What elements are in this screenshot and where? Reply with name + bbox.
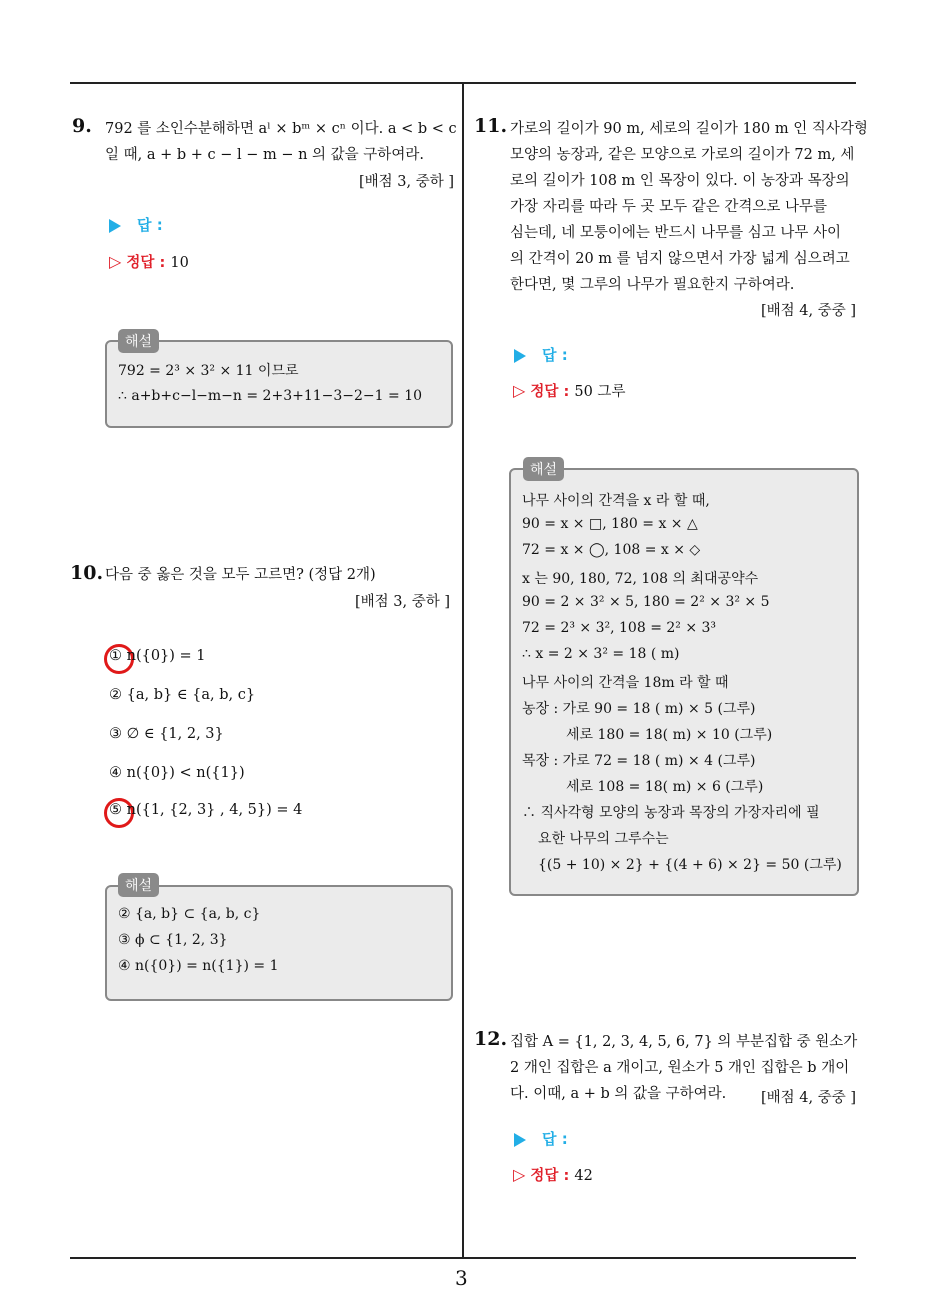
q11-line-6: 의 간격이 20 m 를 넘지 않으면서 가장 넓게 심으려고 [510, 251, 850, 267]
correct-label: 정답 : [530, 384, 570, 400]
q9-explain-box [105, 340, 453, 428]
answer-label: 답 : [542, 346, 568, 364]
q10-choice-4[interactable]: ④ n({0}) < n({1}) [109, 765, 245, 781]
q10-explain-line-1: ② {a, b} ⊂ {a, b, c} [118, 906, 261, 922]
q11-line-3: 로의 길이가 108 m 인 목장이 있다. 이 농장과 목장의 [510, 173, 850, 189]
q11-explain-line-11: 목장 : 가로 72 = 18 ( m) × 4 (그루) [522, 753, 756, 769]
q10-choice-2[interactable]: ② {a, b} ∈ {a, b, c} [109, 687, 256, 703]
q11-explain-line-7: ∴ x = 2 × 3² = 18 ( m) [522, 646, 680, 662]
q11-line-1: 가로의 길이가 90 m, 세로의 길이가 180 m 인 직사각형 [510, 121, 868, 137]
q11-explain-line-6: 72 = 2³ × 3², 108 = 2² × 3³ [522, 620, 717, 636]
q9-answer-row[interactable] [109, 214, 163, 235]
q11-explain-line-2: 90 = x × □, 180 = x × △ [522, 516, 698, 532]
q11-explain-line-9: 농장 : 가로 90 = 18 ( m) × 5 (그루) [522, 701, 756, 717]
q12-correct-row [513, 1164, 593, 1185]
q11-number: 11. [474, 115, 508, 137]
answer-triangle-icon [514, 1133, 526, 1147]
q10-choice-5[interactable]: ⑤ n({1, {2, 3} , 4, 5}) = 4 [109, 802, 303, 818]
q12-line-1: 집합 A = {1, 2, 3, 4, 5, 6, 7} 의 부분집합 중 원소가 [510, 1034, 858, 1050]
q12-score: [배점 4, 중중 ] [760, 1090, 856, 1106]
q9-explain-line-1: 792 = 2³ × 3² × 11 이므로 [118, 363, 299, 379]
answer-triangle-icon [514, 349, 526, 363]
answer-label: 답 : [542, 1130, 568, 1148]
q10-explain-line-2: ③ ϕ ⊂ {1, 2, 3} [118, 932, 228, 948]
page-number: 3 [455, 1266, 468, 1290]
q11-explain-line-15: {(5 + 10) × 2} + {(4 + 6) × 2} = 50 (그루) [538, 857, 842, 873]
q10-explain-line-3: ④ n({0}) = n({1}) = 1 [118, 958, 279, 974]
q9-score: [배점 3, 중하 ] [358, 174, 454, 190]
q11-explain-line-1: 나무 사이의 간격을 x 라 할 때, [522, 493, 710, 509]
column-divider [462, 83, 464, 1258]
q11-explain-tag: 해설 [523, 457, 564, 481]
q11-explain-line-10: 세로 180 = 18( m) × 10 (그루) [566, 727, 773, 743]
correct-label: 정답 : [530, 1168, 570, 1184]
q12-answer-row[interactable] [514, 1128, 568, 1149]
q9-correct-row [109, 251, 189, 272]
q10-choice-3[interactable]: ③ ∅ ∈ {1, 2, 3} [109, 726, 224, 742]
q11-explain-line-3: 72 = x × ◯, 108 = x × ◇ [522, 542, 701, 558]
q12-line-2: 2 개인 집합은 a 개이고, 원소가 5 개인 집합은 b 개이 [510, 1060, 850, 1076]
q9-line-1: 792 를 소인수분해하면 aˡ × bᵐ × cⁿ 이다. a < b < c [105, 121, 457, 137]
answer-triangle-icon [109, 219, 121, 233]
q11-answer-row[interactable] [514, 344, 568, 365]
q12-correct-value: 42 [574, 1168, 593, 1184]
correct-triangle-icon: ▷ [513, 381, 526, 400]
q10-choice-1[interactable]: ① n({0}) = 1 [109, 648, 206, 664]
q12-number: 12. [474, 1028, 508, 1050]
q10-line: 다음 중 옳은 것을 모두 고르면? (정답 2개) [105, 567, 376, 583]
q11-line-4: 가장 자리를 따라 두 곳 모두 같은 간격으로 나무를 [510, 199, 828, 215]
q11-explain-line-14: 요한 나무의 그루수는 [538, 831, 669, 847]
correct-label: 정답 : [126, 255, 166, 271]
q11-line-2: 모양의 농장과, 같은 모양으로 가로의 길이가 72 m, 세 [510, 147, 855, 163]
q9-number: 9. [72, 115, 92, 137]
correct-triangle-icon: ▷ [109, 252, 122, 271]
q11-explain-line-4: x 는 90, 180, 72, 108 의 최대공약수 [522, 571, 759, 587]
q9-line-2: 일 때, a + b + c − l − m − n 의 값을 구하여라. [105, 147, 424, 163]
q10-explain-tag: 해설 [118, 873, 159, 897]
q11-correct-value: 50 그루 [574, 384, 626, 400]
q11-correct-row [513, 380, 625, 401]
q9-correct-value: 10 [170, 255, 189, 271]
q11-explain-line-13: ∴ 직사각형 모양의 농장과 목장의 가장자리에 필 [522, 805, 820, 821]
q11-explain-line-5: 90 = 2 × 3² × 5, 180 = 2² × 3² × 5 [522, 594, 770, 610]
q9-explain-tag: 해설 [118, 329, 159, 353]
q11-line-7: 한다면, 몇 그루의 나무가 필요한지 구하여라. [510, 277, 795, 293]
q10-number: 10. [70, 562, 104, 584]
q11-explain-line-8: 나무 사이의 간격을 18m 라 할 때 [522, 675, 729, 691]
q11-explain-line-12: 세로 108 = 18( m) × 6 (그루) [566, 779, 764, 795]
q9-explain-line-2: ∴ a+b+c−l−m−n = 2+3+11−3−2−1 = 10 [118, 388, 423, 404]
q11-score: [배점 4, 중중 ] [760, 303, 856, 319]
q10-score: [배점 3, 중하 ] [354, 594, 450, 610]
q11-line-5: 심는데, 네 모퉁이에는 반드시 나무를 심고 나무 사이 [510, 225, 842, 241]
bottom-rule [70, 1257, 856, 1259]
correct-triangle-icon: ▷ [513, 1165, 526, 1184]
answer-label: 답 : [137, 216, 163, 234]
q12-line-3: 다. 이때, a + b 의 값을 구하여라. [510, 1086, 727, 1102]
